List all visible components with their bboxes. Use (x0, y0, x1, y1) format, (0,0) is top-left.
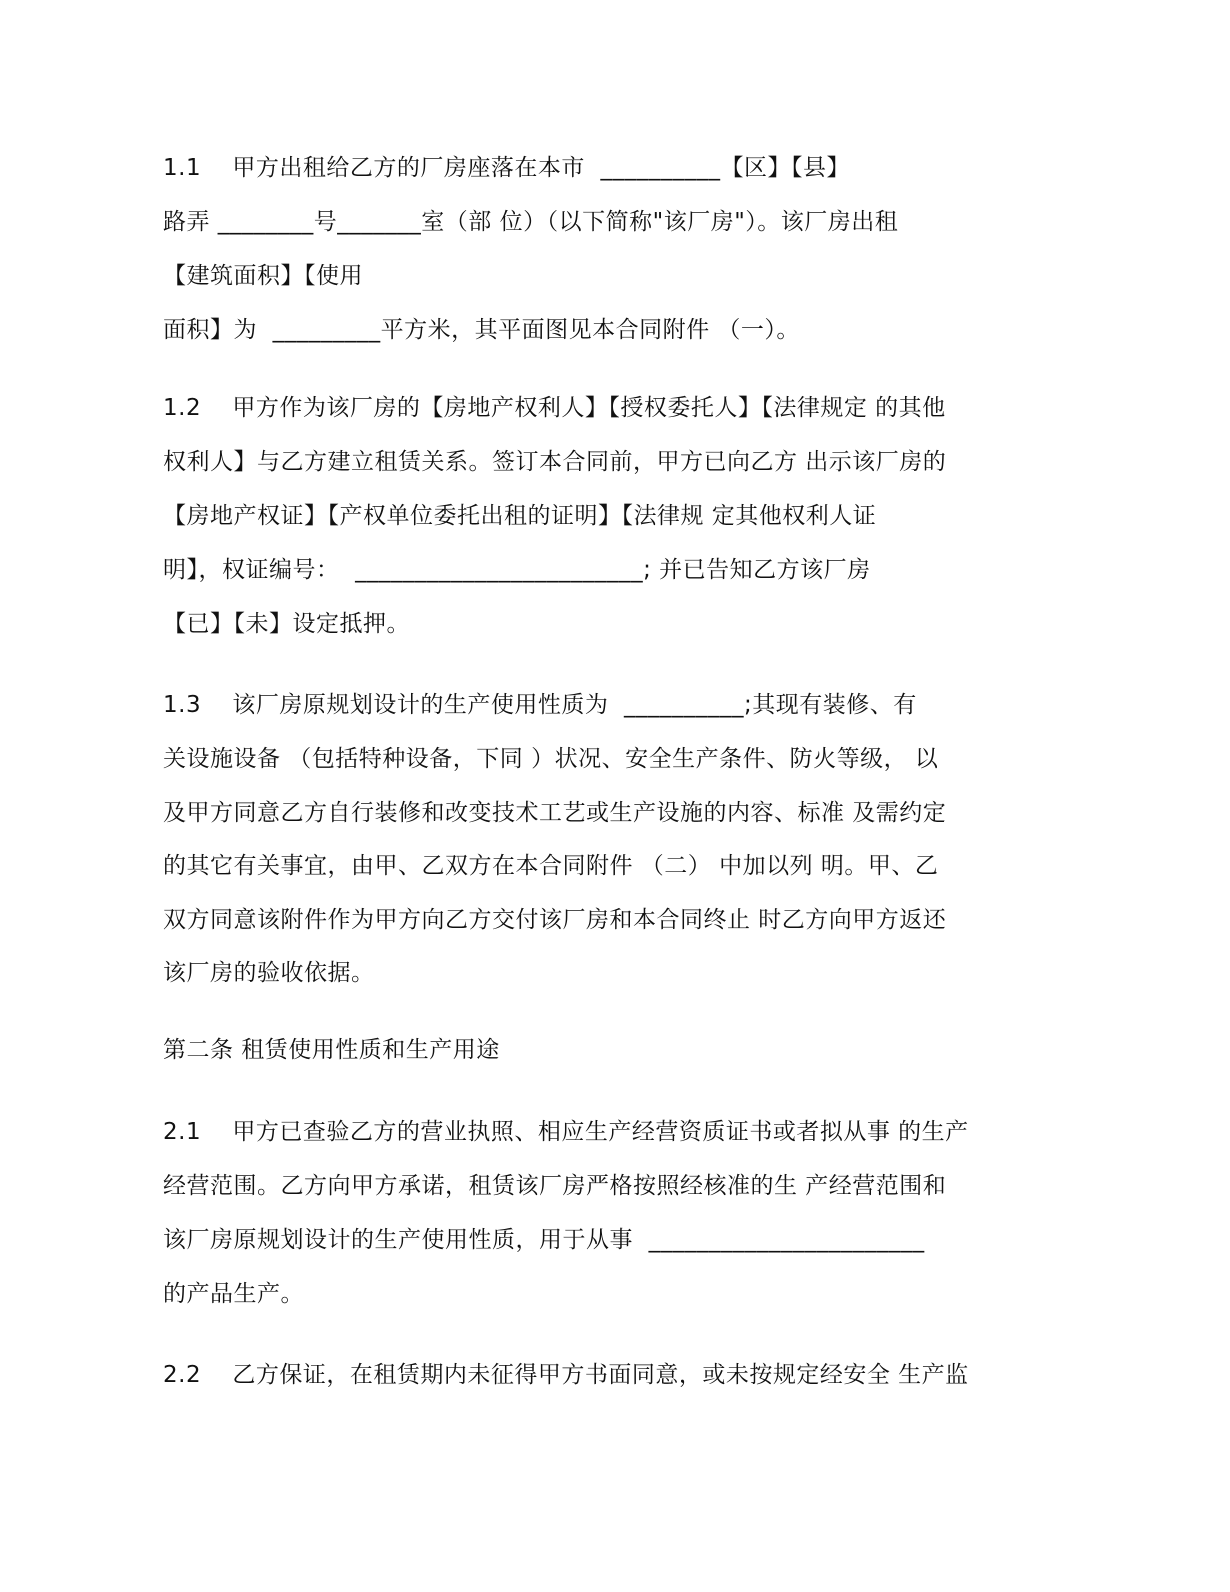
clause-1-2-line: 权利人】与乙方建立租赁关系。签订本合同前，甲方已向乙方 出示该厂房的 (163, 449, 947, 475)
clause-1-2-line: 明】，权证编号： ________________________; 并已告知乙方该厂房 (163, 557, 871, 583)
clause-2-1-line: 2.1 甲方已查验乙方的营业执照、相应生产经营资质证书或者拟从事 的生产 (163, 1119, 969, 1145)
clause-1-3-line: 1.3 该厂房原规划设计的生产使用性质为 __________;其现有装修、有 (163, 692, 917, 718)
clause-1-3-line: 关设施设备 （包括特种设备，下同 ）状况、安全生产条件、防火等级， 以 (163, 746, 939, 772)
clause-1-3-line: 及甲方同意乙方自行装修和改变技术工艺或生产设施的内容、标准 及需约定 (163, 800, 947, 826)
clause-1-2-line: 1.2 甲方作为该厂房的【房地产权利人】【授权委托人】【法律规定 的其他 (163, 395, 946, 421)
clause-1-3-line: 双方同意该附件作为甲方向乙方交付该厂房和本合同终止 时乙方向甲方返还 (163, 907, 947, 933)
clause-1-2-line: 【房地产权证】【产权单位委托出租的证明】【法律规 定其他权利人证 (163, 503, 877, 529)
clause-2-1-line: 的产品生产。 (163, 1281, 304, 1307)
clause-1-1-line: 【建筑面积】【使用 (163, 263, 363, 289)
clause-1-3-line: 的其它有关事宜，由甲、乙双方在本合同附件 （二） 中加以列 明。甲、乙 (163, 853, 939, 879)
clause-2-2-line: 2.2 乙方保证，在租赁期内未征得甲方书面同意，或未按规定经安全 生产监 (163, 1362, 969, 1388)
clause-2-1-line: 经营范围。乙方向甲方承诺，租赁该厂房严格按照经核准的生 产经营范围和 (163, 1173, 947, 1199)
clause-2-1-line: 该厂房原规划设计的生产使用性质，用于从事 _______________________ (163, 1227, 925, 1253)
clause-1-3-line: 该厂房的验收依据。 (163, 960, 375, 986)
clause-1-1-line: 1.1 甲方出租给乙方的厂房座落在本市 __________【区】【县】 (163, 155, 850, 181)
clause-1-1-line: 面积】为 _________平方米，其平面图见本合同附件 （一）。 (163, 317, 800, 343)
article-2-heading: 第二条 租赁使用性质和生产用途 (163, 1037, 500, 1063)
clause-1-2-line: 【已】【未】设定抵押。 (163, 611, 410, 637)
clause-1-1-line: 路弄 ________号_______室（部 位）（以下简称"该厂房"）。该厂房出租 (163, 209, 899, 235)
